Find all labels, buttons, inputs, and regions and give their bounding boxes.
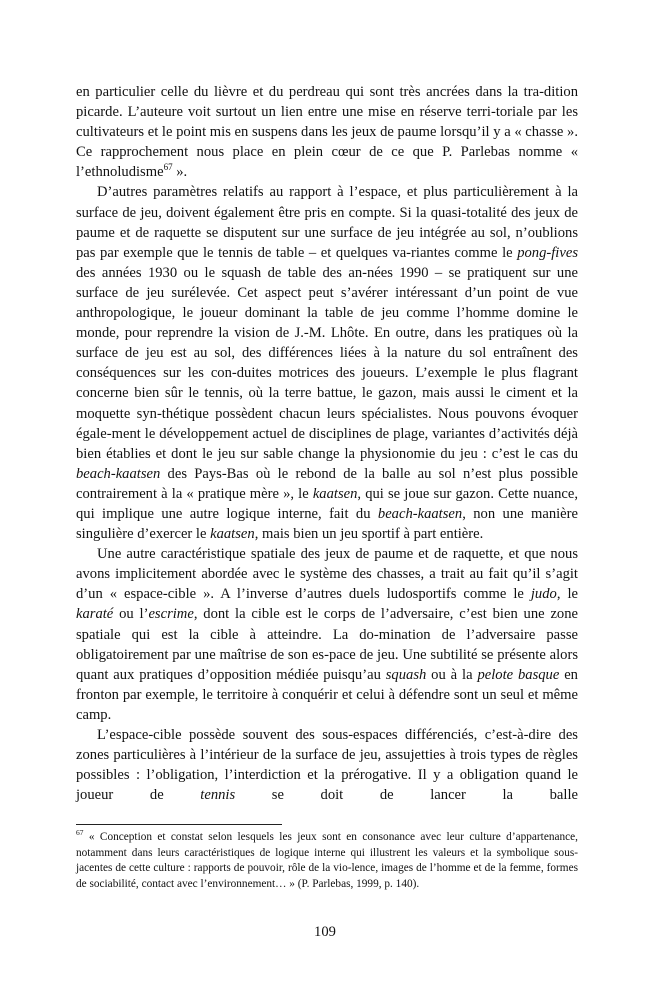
- italic-term: escrime: [148, 606, 194, 623]
- paragraph-2-text: des années 1930 ou le squash de table des an-nées 1990 – se pratiquent sur une surface de jeu surélevée. Cet aspect peut s’avérer intéressant d’un point de vue anthropologique, le joueur dominant la table de jeu comme l’homme domine le monde, pour reprendre la vision de J.-M. Lhôte. En outre, dans les pratiques où la surface de jeu est au sol, des différences liées à la nature du sol entraînent des conséquences sur les con-duites motrices des joueurs. L’exemple le plus flagrant concerne bien sûr le tennis, où la terre battue, le gazon, mais aussi le ciment et la moquette syn-thétique possèdent chacun leurs spécialistes. Nous pouvons évoquer égale-ment le développement actuel de disciplines de plage, variantes d’activités déjà bien établies et dont le jeu sur sable change la physionomie du jeu : c’est le cas du: [76, 264, 578, 462]
- paragraph-3-text: Une autre caractéristique spatiale des jeux de paume et de raquette, et que nous avons implicitement abordée avec le système des chasses, a trait au fait qu’il s’agit d’un « espace-cible ». A l’inverse d’autres duels ludosportifs comme le: [76, 546, 578, 603]
- italic-term: pong-fives: [517, 244, 578, 261]
- italic-term: kaatsen: [312, 485, 358, 502]
- paragraph-2: [76, 182, 578, 544]
- footnote-reference[interactable]: 67: [163, 162, 173, 173]
- paragraph-3-text: en fronton par exemple, le territoire à conquérir et celui à défendre sont un seul et même camp.: [76, 666, 578, 723]
- paragraph-4-text: L’espace-cible possède souvent des sous-espaces différenciés, c’est-à-dire des zones particulières à l’intérieur de la surface de jeu, assujetties à trois types de règles possibles : l’obligation, l’interdiction et la prérogative. Il y a obligation quand le joueur de: [76, 727, 578, 804]
- paragraph-3-text: ou à la: [426, 666, 478, 683]
- paragraph-3: [76, 544, 578, 725]
- paragraph-3-text: ou l’: [113, 606, 149, 623]
- italic-term: judo: [530, 586, 557, 603]
- paragraph-2-text: , non une manière singulière d’exercer le: [76, 505, 578, 543]
- paragraph-1: [76, 82, 578, 182]
- italic-term: beach-kaatsen: [76, 465, 161, 482]
- italic-term: pelote basque: [477, 666, 560, 683]
- page-number: 109: [314, 924, 336, 940]
- italic-term: karaté: [76, 606, 114, 623]
- italic-term: tennis: [200, 787, 236, 804]
- paragraph-3-text: , dont la cible est le corps de l’adversaire, c’est bien une zone spatiale qui est la cible à atteindre. La do-mination de l’adversaire passe obligatoirement par une maîtrise de son es-pace de jeu. Une subtilité se présente alors quant aux pratiques d’opposition médiée puisqu’au: [76, 606, 578, 683]
- paragraph-1-text-end: ».: [172, 164, 188, 181]
- footnote-number: 67: [76, 828, 84, 838]
- paragraph-1-text: en particulier celle du lièvre et du perdreau qui sont très ancrées dans la tra-dition picarde. L’auteure voit surtout un lien entre une mise en réserve terri-toriale par les cultivateurs et le point mis en suspens dans les jeux de paume lorsqu’il y a « chasse ». Ce rapprochement nous place en plein cœur de ce que P. Parlebas nomme « l’ethnoludisme: [76, 84, 578, 181]
- paragraph-2-text: , qui se joue sur gazon. Cette nuance, qui implique une autre logique interne, fait du: [76, 485, 578, 522]
- body-text: [76, 82, 578, 805]
- footnote-divider: [76, 824, 282, 825]
- italic-term: beach-kaatsen: [377, 505, 463, 522]
- paragraph-2-text: D’autres paramètres relatifs au rapport à l’espace, et plus particulièrement à la surface de jeu, doivent également être pris en compte. Si la quasi-totalité des jeux de paume et de raquette se disputent sur une surface de jeu intégrée au sol, n’oublions pas par exemple que le tennis de table – et quelques va-riantes comme le: [76, 184, 578, 261]
- footnote-text: « Conception et constat selon lesquels les jeux sont en consonance avec leur culture d’appartenance, notamment dans leurs caractéristiques de logique interne qui illustrent les valeurs et la symbolique sous-jacentes de cette culture : rapports de pouvoir, rôle de la vio-lence, images de l’homme et de la femme, formes de sociabilité, contact avec l’environnement… » (P. Parlebas, 1999, p. 140).: [76, 831, 578, 890]
- paragraph-2-text: , mais bien un jeu sportif à part entière.: [254, 526, 484, 543]
- paragraph-3-text: , le: [556, 586, 578, 603]
- italic-term: squash: [385, 666, 427, 683]
- paragraph-4-text: se doit de lancer la balle: [235, 787, 578, 804]
- paragraph-4: [76, 725, 578, 805]
- footnote: [76, 830, 578, 892]
- paragraph-2-text: des Pays-Bas où le rebond de la balle au sol n’est plus possible contrairement à la « pratique mère », le: [76, 465, 578, 502]
- italic-term: kaatsen: [210, 526, 255, 543]
